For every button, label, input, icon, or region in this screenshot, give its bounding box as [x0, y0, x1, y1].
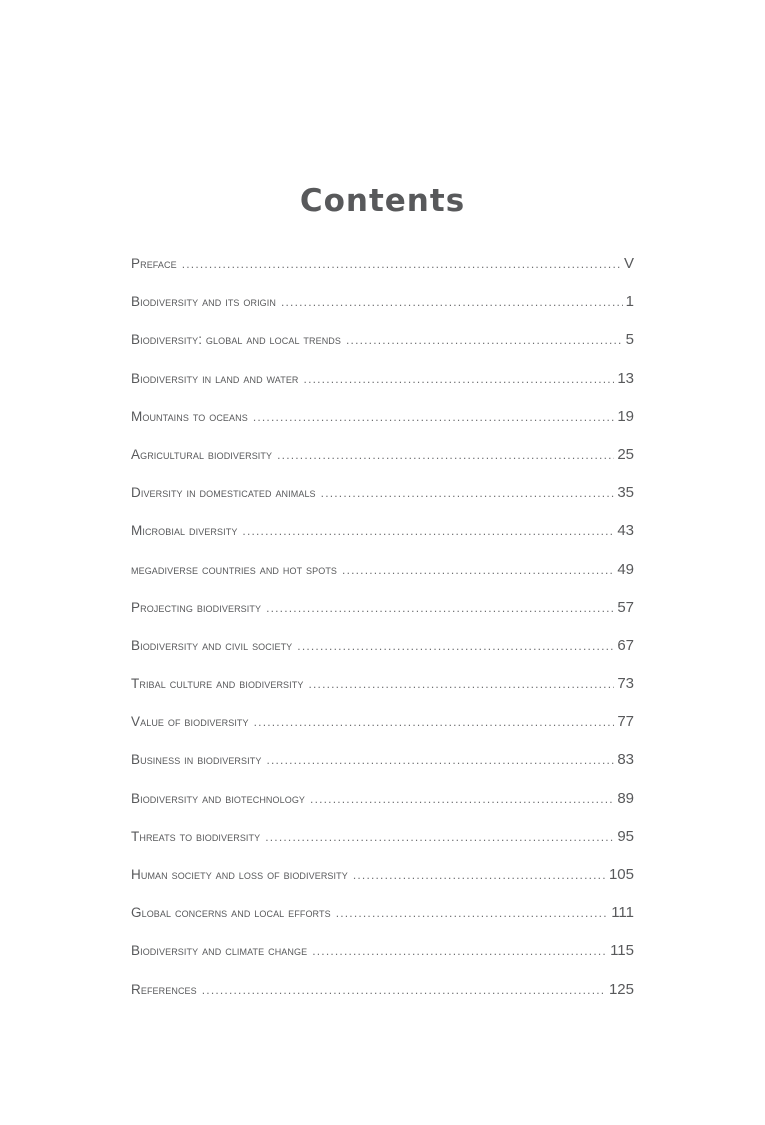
- toc-entry-page: 25: [617, 445, 634, 463]
- dot-leader: [310, 785, 614, 813]
- dot-leader: [308, 670, 614, 698]
- toc-entry-page: 43: [617, 522, 634, 540]
- toc-entry-page: 1: [625, 293, 634, 311]
- toc-entry-page: 5: [625, 331, 634, 349]
- toc-entry[interactable]: [131, 517, 634, 555]
- dot-leader: [281, 288, 623, 316]
- toc-entry-page: 35: [617, 484, 634, 502]
- toc-entry-label: Projecting biodiversity: [131, 599, 262, 615]
- toc-entry[interactable]: [131, 670, 634, 708]
- toc-entry[interactable]: [131, 250, 634, 288]
- dot-leader: [182, 250, 621, 278]
- toc-entry-page: 67: [617, 636, 634, 654]
- toc-entry-page: 89: [617, 789, 634, 807]
- dot-leader: [266, 746, 614, 774]
- toc-entry[interactable]: [131, 288, 634, 326]
- toc-entry[interactable]: [131, 823, 634, 861]
- toc-entry-label: Biodiversity: global and local trends: [131, 332, 342, 348]
- dot-leader: [342, 556, 614, 584]
- toc-entry-page: 49: [617, 560, 634, 578]
- toc-entry-page: 13: [617, 369, 634, 387]
- toc-entry-page: 111: [611, 904, 634, 922]
- toc-entry[interactable]: [131, 937, 634, 975]
- toc-entry-label: megadiverse countries and hot spots: [131, 561, 338, 577]
- toc-entry[interactable]: [131, 594, 634, 632]
- dot-leader: [336, 899, 609, 927]
- toc-entry-label: Tribal culture and biodiversity: [131, 676, 304, 692]
- toc-entry[interactable]: [131, 479, 634, 517]
- toc-entry-label: Value of biodiversity: [131, 714, 249, 730]
- toc-entry-page: 125: [608, 980, 634, 998]
- toc-entry-label: References: [131, 981, 197, 997]
- dot-leader: [277, 441, 614, 469]
- dot-leader: [254, 708, 615, 736]
- dot-leader: [312, 937, 607, 965]
- toc-entry-label: Biodiversity and its origin: [131, 294, 276, 310]
- dot-leader: [202, 976, 606, 1004]
- toc-entry-label: Business in biodiversity: [131, 752, 262, 768]
- toc-entry-page: 95: [617, 827, 634, 845]
- toc-entry-label: Human society and loss of biodiversity: [131, 867, 348, 882]
- toc-entry-page: 57: [617, 598, 634, 616]
- toc-entry-label: Agricultural biodiversity: [131, 446, 273, 462]
- dot-leader: [353, 861, 606, 889]
- toc-entry-label: Biodiversity and biotechnology: [131, 790, 306, 806]
- dot-leader: [297, 632, 614, 660]
- toc-entry-label: Diversity in domesticated animals: [131, 485, 316, 501]
- toc-entry-page: 19: [617, 407, 634, 425]
- toc-entry[interactable]: [131, 899, 634, 937]
- dot-leader: [265, 823, 614, 851]
- toc-entry-label: Biodiversity and civil society: [131, 637, 293, 653]
- toc-entry-page: 73: [617, 675, 634, 693]
- toc-entry-label: Biodiversity in land and water: [131, 370, 299, 386]
- toc-entry[interactable]: [131, 861, 634, 899]
- toc-entry-page: 83: [617, 751, 634, 769]
- dot-leader: [321, 479, 615, 507]
- toc-entry[interactable]: [131, 365, 634, 403]
- toc-entry-label: Preface: [131, 256, 177, 271]
- toc-entry[interactable]: [131, 976, 634, 1014]
- toc-entry[interactable]: [131, 441, 634, 479]
- toc-entry[interactable]: [131, 403, 634, 441]
- toc-entry-label: Biodiversity and climate change: [131, 943, 308, 959]
- dot-leader: [266, 594, 614, 622]
- toc-entry[interactable]: [131, 785, 634, 823]
- toc-entry-label: Mountains to oceans: [131, 408, 248, 424]
- toc-entry-page: V: [623, 255, 634, 272]
- toc-entry[interactable]: [131, 632, 634, 670]
- toc-entry-page: 105: [608, 866, 634, 883]
- toc-entry-label: Global concerns and local efforts: [131, 905, 331, 921]
- toc-entry[interactable]: [131, 556, 634, 594]
- dot-leader: [242, 517, 614, 545]
- toc-entry[interactable]: [131, 326, 634, 364]
- toc-entry-label: Threats to biodiversity: [131, 828, 261, 844]
- toc-entry-label: Microbial diversity: [131, 523, 238, 539]
- table-of-contents: [131, 250, 634, 1014]
- dot-leader: [304, 365, 615, 393]
- dot-leader: [346, 326, 623, 354]
- toc-entry-page: 77: [617, 713, 634, 731]
- page-title: Contents: [299, 183, 466, 219]
- toc-entry[interactable]: [131, 746, 634, 784]
- dot-leader: [253, 403, 614, 431]
- toc-entry-page: 115: [610, 942, 634, 960]
- toc-entry[interactable]: [131, 708, 634, 746]
